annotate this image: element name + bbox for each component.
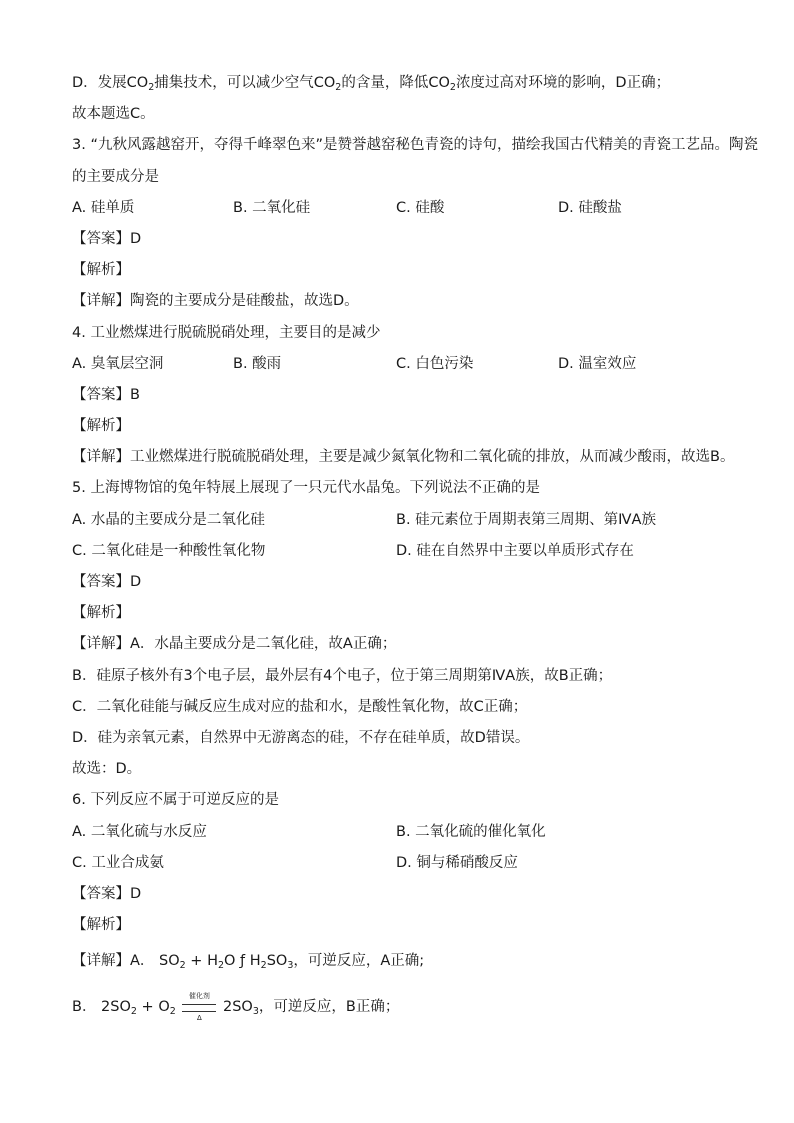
subscript: 2 xyxy=(148,82,155,93)
text-segment: + O xyxy=(136,999,170,1016)
catalyst-label: 催化剂 xyxy=(188,992,210,1001)
subscript: 3 xyxy=(252,1006,259,1018)
text-segment: 的含量，降低CO xyxy=(341,75,450,91)
subscript: 2 xyxy=(169,1006,176,1018)
explanation-line: D．硅为亲氧元素，自然界中无游离态的硅，不存在硅单质，故D错误。 xyxy=(72,729,530,746)
analysis-heading: 【解析】 xyxy=(72,262,130,279)
options-row xyxy=(72,817,722,848)
analysis-heading: 【解析】 xyxy=(72,917,130,934)
option-a: A. 水晶的主要成分是二氧化硅 xyxy=(72,511,265,528)
explanation-line: 【详解】陶瓷的主要成分是硅酸盐，故选D。 xyxy=(72,293,359,310)
text-segment: 浓度过高对环境的影响，D正确； xyxy=(455,75,671,91)
answer-line: 【答案】B xyxy=(72,386,140,403)
answer-line: 【答案】D xyxy=(72,230,142,247)
option-a: A. 臭氧层空洞 xyxy=(72,355,164,372)
explanation-line: 【详解】A．水晶主要成分是二氧化硅，故A正确； xyxy=(72,636,397,653)
subscript: 2 xyxy=(449,82,456,93)
reversible-arrow-icon xyxy=(180,992,218,1023)
option-d: D. 硅酸盐 xyxy=(558,199,622,216)
explanation-line: 【详解】工业燃煤进行脱硫脱硝处理，主要是减少氮氧化物和二氧化硫的排放，从而减少酸雨，故选B。 xyxy=(72,449,735,466)
answer-line: 【答案】D xyxy=(72,574,142,590)
text-line xyxy=(72,68,722,99)
text-segment: SO xyxy=(266,953,288,970)
question-stem: 5. 上海博物馆的兔年特展上展现了一只元代水晶兔。下列说法不正确的是 xyxy=(72,480,540,497)
question-stem: 6. 下列反应不属于可逆反应的是 xyxy=(72,792,279,809)
option-a: A. 二氧化硫与水反应 xyxy=(72,823,207,840)
options-row xyxy=(72,193,722,224)
text-segment: ，可逆反应，A正确; xyxy=(293,953,425,970)
text-segment: D．发展CO xyxy=(72,75,149,91)
conclusion-line: 故选：D。 xyxy=(72,761,142,778)
question-stem: 的主要成分是 xyxy=(72,168,159,185)
text-segment: B． 2SO xyxy=(72,999,131,1016)
option-a: A. 硅单质 xyxy=(72,199,135,216)
options-row xyxy=(72,536,722,567)
text-segment: 【详解】A． SO xyxy=(72,953,180,970)
subscript: 2 xyxy=(217,960,225,972)
text-segment: ，可逆反应，B正确； xyxy=(258,999,400,1016)
text-segment: 捕集技术，可以减少空气CO xyxy=(154,75,336,91)
text-segment: + H xyxy=(185,953,218,970)
subscript: 3 xyxy=(287,960,294,972)
explanation-line: B．硅原子核外有3个电子层，最外层有4个电子，位于第三周期第ⅣA族，故B正确； xyxy=(72,667,613,684)
option-c: C. 工业合成氨 xyxy=(72,854,164,871)
option-b: B. 酸雨 xyxy=(233,355,282,372)
option-b: B. 二氧化硅 xyxy=(233,199,311,216)
subscript: 2 xyxy=(335,82,342,93)
options-row xyxy=(72,848,722,879)
document-page xyxy=(72,68,758,1033)
option-b: B. 硅元素位于周期表第三周期、第ⅣA族 xyxy=(396,511,656,528)
question-stem: 4. 工业燃煤进行脱硫脱硝处理，主要目的是减少 xyxy=(72,324,381,341)
text-segment: O ƒ H xyxy=(224,953,261,970)
options-row xyxy=(72,349,722,380)
equation-line xyxy=(72,981,722,1033)
option-d: D. 温室效应 xyxy=(558,355,637,372)
options-row xyxy=(72,505,722,536)
equilibrium-lines xyxy=(182,1004,216,1012)
text-segment: 2SO xyxy=(218,999,253,1016)
option-c: C. 白色污染 xyxy=(396,355,474,372)
option-c: C. 硅酸 xyxy=(396,199,445,216)
explanation-line: C．二氧化硅能与碱反应生成对应的盐和水，是酸性氧化物，故C正确； xyxy=(72,698,528,715)
analysis-heading: 【解析】 xyxy=(72,418,130,435)
option-c: C. 二氧化硅是一种酸性氧化物 xyxy=(72,542,266,559)
analysis-heading: 【解析】 xyxy=(72,605,130,622)
option-b: B. 二氧化硫的催化氧化 xyxy=(396,823,546,840)
option-d: D. 铜与稀硝酸反应 xyxy=(396,854,518,871)
subscript: 2 xyxy=(130,1006,137,1018)
answer-line: 【答案】D xyxy=(72,885,142,902)
question-stem: 3. “九秋风露越窑开，夺得千峰翠色来”是赞誉越窑秘色青瓷的诗句，描绘我国古代精美的青瓷工艺品。陶瓷 xyxy=(72,137,758,154)
heat-label: Δ xyxy=(196,1014,202,1023)
subscript: 2 xyxy=(179,960,186,972)
equation-line xyxy=(72,941,722,981)
subscript: 2 xyxy=(260,960,267,972)
text-line: 故本题选C。 xyxy=(72,106,155,123)
option-d: D. 硅在自然界中主要以单质形式存在 xyxy=(396,542,634,559)
